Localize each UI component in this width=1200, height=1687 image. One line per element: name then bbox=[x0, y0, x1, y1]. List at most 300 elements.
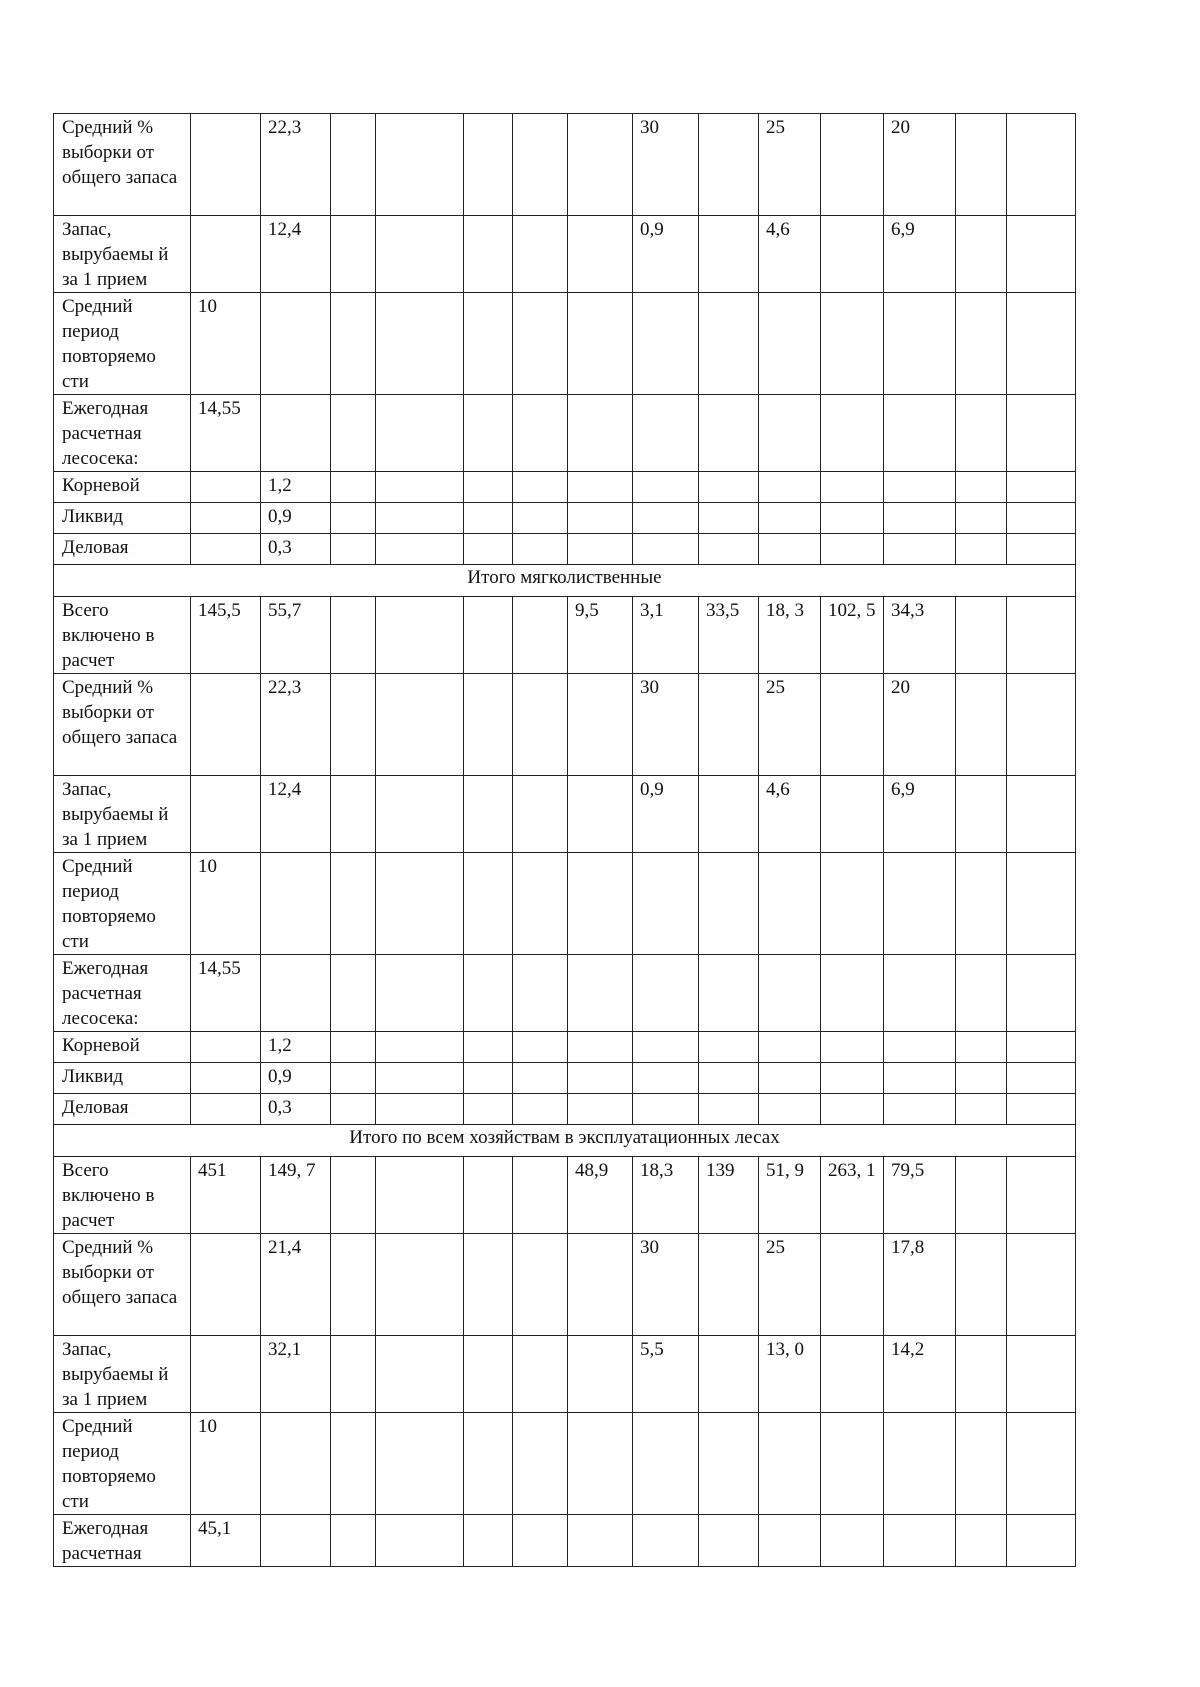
table-cell bbox=[821, 1336, 884, 1413]
table-cell: 149, 7 bbox=[261, 1157, 331, 1234]
table-cell: 20 bbox=[884, 114, 956, 216]
table-cell bbox=[821, 776, 884, 853]
table-cell bbox=[956, 1515, 1007, 1567]
table-cell: 79,5 bbox=[884, 1157, 956, 1234]
table-cell bbox=[759, 534, 821, 565]
row-label: Запас, вырубаемы й за 1 прием bbox=[54, 776, 191, 853]
table-cell bbox=[821, 1032, 884, 1063]
table-cell bbox=[568, 503, 633, 534]
table-cell bbox=[821, 503, 884, 534]
table-cell: 4,6 bbox=[759, 776, 821, 853]
table-cell bbox=[633, 534, 699, 565]
table-cell bbox=[376, 674, 464, 776]
table-cell: 34,3 bbox=[884, 597, 956, 674]
table-cell bbox=[261, 853, 331, 955]
table-cell bbox=[1007, 955, 1076, 1032]
table-cell bbox=[633, 472, 699, 503]
table-cell bbox=[376, 1094, 464, 1125]
table-cell bbox=[261, 1413, 331, 1515]
table-cell bbox=[191, 472, 261, 503]
table-cell bbox=[568, 776, 633, 853]
table-cell bbox=[956, 293, 1007, 395]
table-cell bbox=[633, 1032, 699, 1063]
table-cell bbox=[331, 1094, 376, 1125]
table-cell bbox=[376, 1413, 464, 1515]
table-cell bbox=[956, 395, 1007, 472]
table-cell bbox=[956, 534, 1007, 565]
table-cell bbox=[464, 597, 513, 674]
table-cell bbox=[884, 534, 956, 565]
table-cell bbox=[884, 503, 956, 534]
table-cell bbox=[376, 503, 464, 534]
table-cell bbox=[464, 472, 513, 503]
table-cell bbox=[376, 1157, 464, 1234]
row-label: Средний период повторяемо сти bbox=[54, 853, 191, 955]
table-cell bbox=[633, 1063, 699, 1094]
table-cell bbox=[513, 776, 568, 853]
table-cell bbox=[1007, 1336, 1076, 1413]
row-label: Запас, вырубаемы й за 1 прием bbox=[54, 216, 191, 293]
table-cell: 22,3 bbox=[261, 674, 331, 776]
table-cell bbox=[513, 1094, 568, 1125]
table-cell: 30 bbox=[633, 114, 699, 216]
table-cell bbox=[1007, 1032, 1076, 1063]
table-row bbox=[54, 1336, 1076, 1413]
table-cell bbox=[699, 955, 759, 1032]
table-cell bbox=[513, 1515, 568, 1567]
table-cell bbox=[699, 674, 759, 776]
table-cell bbox=[759, 503, 821, 534]
section-title: Итого мягколиственные bbox=[54, 565, 1076, 597]
table-cell bbox=[191, 534, 261, 565]
table-row bbox=[54, 1063, 1076, 1094]
table-cell bbox=[821, 955, 884, 1032]
table-cell bbox=[464, 114, 513, 216]
table-cell bbox=[1007, 1234, 1076, 1336]
row-label: Запас, вырубаемы й за 1 прием bbox=[54, 1336, 191, 1413]
table-cell bbox=[1007, 1063, 1076, 1094]
table-cell bbox=[568, 1094, 633, 1125]
table-cell: 48,9 bbox=[568, 1157, 633, 1234]
table-cell bbox=[376, 1336, 464, 1413]
table-cell: 4,6 bbox=[759, 216, 821, 293]
table-cell bbox=[331, 1234, 376, 1336]
table-cell bbox=[568, 216, 633, 293]
table-cell bbox=[759, 472, 821, 503]
table-cell bbox=[568, 1234, 633, 1336]
table-cell bbox=[513, 114, 568, 216]
table-cell bbox=[956, 1413, 1007, 1515]
table-cell: 0,9 bbox=[633, 776, 699, 853]
table-row bbox=[54, 1515, 1076, 1567]
table-cell bbox=[464, 1094, 513, 1125]
table-cell bbox=[464, 1515, 513, 1567]
table-cell bbox=[513, 1032, 568, 1063]
table-cell bbox=[1007, 395, 1076, 472]
table-cell: 0,9 bbox=[261, 503, 331, 534]
table-cell bbox=[464, 955, 513, 1032]
table-cell: 451 bbox=[191, 1157, 261, 1234]
table-cell bbox=[568, 674, 633, 776]
row-label: Корневой bbox=[54, 472, 191, 503]
table-cell bbox=[884, 1515, 956, 1567]
table-cell: 14,2 bbox=[884, 1336, 956, 1413]
table-cell bbox=[759, 293, 821, 395]
table-row bbox=[54, 293, 1076, 395]
table-cell bbox=[956, 776, 1007, 853]
table-cell: 102, 5 bbox=[821, 597, 884, 674]
table-cell bbox=[821, 472, 884, 503]
table-cell bbox=[633, 1515, 699, 1567]
table-cell bbox=[759, 1063, 821, 1094]
table-cell bbox=[633, 1413, 699, 1515]
table-cell bbox=[956, 674, 1007, 776]
table-cell bbox=[1007, 114, 1076, 216]
table-cell bbox=[513, 534, 568, 565]
table-cell bbox=[331, 1515, 376, 1567]
table-cell bbox=[633, 955, 699, 1032]
table-cell bbox=[1007, 503, 1076, 534]
section-title: Итого по всем хозяйствам в эксплуатационных лесах bbox=[54, 1125, 1076, 1157]
table-cell bbox=[884, 1032, 956, 1063]
table-cell: 30 bbox=[633, 674, 699, 776]
table-cell: 145,5 bbox=[191, 597, 261, 674]
table-row bbox=[54, 853, 1076, 955]
table-cell bbox=[568, 534, 633, 565]
table-cell bbox=[699, 776, 759, 853]
table-cell: 18,3 bbox=[633, 1157, 699, 1234]
table-cell bbox=[331, 1336, 376, 1413]
table-cell: 1,2 bbox=[261, 1032, 331, 1063]
table-cell bbox=[884, 853, 956, 955]
table-cell: 22,3 bbox=[261, 114, 331, 216]
table-cell bbox=[568, 114, 633, 216]
table-cell bbox=[464, 1157, 513, 1234]
table-cell bbox=[1007, 597, 1076, 674]
table-cell bbox=[513, 293, 568, 395]
table-cell bbox=[884, 1413, 956, 1515]
table-cell bbox=[884, 955, 956, 1032]
table-row bbox=[54, 955, 1076, 1032]
table-cell bbox=[191, 1063, 261, 1094]
row-label: Корневой bbox=[54, 1032, 191, 1063]
table-cell bbox=[699, 534, 759, 565]
row-label: Всего включено в расчет bbox=[54, 1157, 191, 1234]
table-row bbox=[54, 534, 1076, 565]
table-cell bbox=[331, 395, 376, 472]
table-cell bbox=[633, 1094, 699, 1125]
table-cell bbox=[464, 293, 513, 395]
table-cell bbox=[191, 1032, 261, 1063]
table-cell bbox=[821, 216, 884, 293]
table-cell bbox=[376, 114, 464, 216]
table-cell bbox=[331, 1063, 376, 1094]
table-cell: 13, 0 bbox=[759, 1336, 821, 1413]
table-cell bbox=[1007, 216, 1076, 293]
table-cell bbox=[261, 1515, 331, 1567]
table-cell bbox=[376, 395, 464, 472]
table-cell: 3,1 bbox=[633, 597, 699, 674]
table-cell bbox=[331, 853, 376, 955]
table-cell bbox=[956, 216, 1007, 293]
table-row bbox=[54, 114, 1076, 216]
table-cell bbox=[956, 597, 1007, 674]
table-cell bbox=[513, 503, 568, 534]
table-cell: 5,5 bbox=[633, 1336, 699, 1413]
table-cell bbox=[821, 1063, 884, 1094]
table-cell bbox=[699, 395, 759, 472]
table-row bbox=[54, 472, 1076, 503]
table-cell bbox=[464, 776, 513, 853]
table-cell bbox=[884, 395, 956, 472]
table-cell bbox=[513, 395, 568, 472]
table-cell bbox=[884, 1094, 956, 1125]
table-row bbox=[54, 674, 1076, 776]
table-cell: 55,7 bbox=[261, 597, 331, 674]
table-cell bbox=[331, 955, 376, 1032]
table-row bbox=[54, 1157, 1076, 1234]
table-cell bbox=[513, 955, 568, 1032]
table-cell bbox=[956, 1063, 1007, 1094]
section-header-row bbox=[54, 1125, 1076, 1157]
table-cell bbox=[191, 216, 261, 293]
row-label: Ликвид bbox=[54, 503, 191, 534]
table-cell bbox=[759, 853, 821, 955]
table-cell bbox=[699, 293, 759, 395]
table-cell bbox=[568, 293, 633, 395]
table-cell bbox=[1007, 1157, 1076, 1234]
table-cell bbox=[884, 1063, 956, 1094]
table-cell bbox=[376, 1063, 464, 1094]
table-cell bbox=[699, 1336, 759, 1413]
table-cell bbox=[568, 1515, 633, 1567]
table-cell bbox=[376, 853, 464, 955]
table-cell bbox=[331, 1032, 376, 1063]
table-row bbox=[54, 503, 1076, 534]
table-cell bbox=[376, 216, 464, 293]
table-cell bbox=[464, 853, 513, 955]
table-cell bbox=[513, 1234, 568, 1336]
table-cell bbox=[1007, 674, 1076, 776]
table-cell bbox=[376, 955, 464, 1032]
table-cell bbox=[513, 472, 568, 503]
table-cell bbox=[1007, 472, 1076, 503]
table-cell bbox=[191, 1094, 261, 1125]
table-cell bbox=[464, 674, 513, 776]
table-cell bbox=[464, 1336, 513, 1413]
table-row bbox=[54, 216, 1076, 293]
table-cell: 25 bbox=[759, 1234, 821, 1336]
table-cell bbox=[633, 293, 699, 395]
table-cell bbox=[568, 1032, 633, 1063]
table-cell bbox=[1007, 293, 1076, 395]
table-cell bbox=[331, 1413, 376, 1515]
table-cell bbox=[464, 503, 513, 534]
row-label: Ликвид bbox=[54, 1063, 191, 1094]
table-cell bbox=[1007, 1094, 1076, 1125]
table-cell bbox=[821, 1413, 884, 1515]
table-cell bbox=[376, 1234, 464, 1336]
row-label: Деловая bbox=[54, 534, 191, 565]
table-cell bbox=[633, 395, 699, 472]
allowable-cut-table bbox=[53, 113, 1076, 1567]
table-cell: 0,9 bbox=[261, 1063, 331, 1094]
table-cell bbox=[376, 1032, 464, 1063]
table-cell bbox=[513, 853, 568, 955]
table-cell bbox=[568, 955, 633, 1032]
table-cell bbox=[191, 114, 261, 216]
table-cell: 32,1 bbox=[261, 1336, 331, 1413]
table-cell bbox=[699, 1515, 759, 1567]
table-cell: 12,4 bbox=[261, 216, 331, 293]
table-cell bbox=[956, 853, 1007, 955]
table-cell bbox=[331, 216, 376, 293]
table-cell bbox=[331, 534, 376, 565]
table-cell: 12,4 bbox=[261, 776, 331, 853]
table-cell bbox=[1007, 534, 1076, 565]
table-cell bbox=[633, 503, 699, 534]
table-cell bbox=[464, 216, 513, 293]
table-cell bbox=[513, 1336, 568, 1413]
table-cell: 263, 1 bbox=[821, 1157, 884, 1234]
table-cell bbox=[956, 1234, 1007, 1336]
table-cell bbox=[956, 114, 1007, 216]
table-cell bbox=[376, 472, 464, 503]
table-cell bbox=[376, 293, 464, 395]
table-cell bbox=[699, 1234, 759, 1336]
table-cell bbox=[513, 674, 568, 776]
table-cell bbox=[884, 472, 956, 503]
row-label: Ежегодная расчетная лесосека: bbox=[54, 955, 191, 1032]
table-cell: 1,2 bbox=[261, 472, 331, 503]
table-cell bbox=[191, 1336, 261, 1413]
table-cell bbox=[956, 1157, 1007, 1234]
table-cell bbox=[191, 674, 261, 776]
table-cell bbox=[261, 293, 331, 395]
table-cell: 25 bbox=[759, 674, 821, 776]
table-cell bbox=[956, 1336, 1007, 1413]
table-cell bbox=[191, 503, 261, 534]
table-cell bbox=[759, 1032, 821, 1063]
table-row bbox=[54, 1094, 1076, 1125]
row-label: Средний период повторяемо сти bbox=[54, 293, 191, 395]
table-cell bbox=[331, 1157, 376, 1234]
table-cell bbox=[699, 1032, 759, 1063]
table-cell bbox=[331, 674, 376, 776]
table-cell: 10 bbox=[191, 853, 261, 955]
row-label: Деловая bbox=[54, 1094, 191, 1125]
table-cell: 14,55 bbox=[191, 955, 261, 1032]
table-cell: 139 bbox=[699, 1157, 759, 1234]
table-cell: 6,9 bbox=[884, 216, 956, 293]
table-cell: 9,5 bbox=[568, 597, 633, 674]
table-cell: 0,3 bbox=[261, 1094, 331, 1125]
table-cell bbox=[464, 1413, 513, 1515]
table-cell bbox=[568, 1063, 633, 1094]
table-cell bbox=[464, 395, 513, 472]
table-cell: 0,3 bbox=[261, 534, 331, 565]
table-cell bbox=[821, 293, 884, 395]
table-cell: 10 bbox=[191, 293, 261, 395]
row-label: Всего включено в расчет bbox=[54, 597, 191, 674]
table-cell bbox=[568, 1336, 633, 1413]
table-cell bbox=[376, 534, 464, 565]
table-cell bbox=[513, 1413, 568, 1515]
row-label: Средний период повторяемо сти bbox=[54, 1413, 191, 1515]
table-cell bbox=[821, 674, 884, 776]
table-cell: 20 bbox=[884, 674, 956, 776]
table-cell bbox=[699, 853, 759, 955]
table-cell bbox=[331, 293, 376, 395]
row-label: Ежегодная расчетная лесосека: bbox=[54, 395, 191, 472]
table-cell bbox=[1007, 776, 1076, 853]
table-cell bbox=[821, 853, 884, 955]
table-cell bbox=[699, 1094, 759, 1125]
table-cell: 21,4 bbox=[261, 1234, 331, 1336]
table-cell bbox=[331, 114, 376, 216]
table-row bbox=[54, 776, 1076, 853]
table-cell bbox=[331, 597, 376, 674]
table-cell bbox=[956, 1032, 1007, 1063]
table-cell bbox=[821, 1234, 884, 1336]
table-cell bbox=[821, 534, 884, 565]
table-cell bbox=[699, 472, 759, 503]
table-cell bbox=[513, 1157, 568, 1234]
table-cell: 14,55 bbox=[191, 395, 261, 472]
table-cell bbox=[568, 853, 633, 955]
table-cell bbox=[513, 1063, 568, 1094]
table-cell bbox=[464, 1063, 513, 1094]
table-cell bbox=[699, 1413, 759, 1515]
table-cell: 30 bbox=[633, 1234, 699, 1336]
table-cell bbox=[759, 1515, 821, 1567]
row-label: Средний % выборки от общего запаса bbox=[54, 114, 191, 216]
table-cell bbox=[1007, 853, 1076, 955]
table-cell bbox=[331, 472, 376, 503]
table-cell bbox=[376, 1515, 464, 1567]
table-cell bbox=[759, 395, 821, 472]
table-cell bbox=[464, 1032, 513, 1063]
table-cell: 17,8 bbox=[884, 1234, 956, 1336]
table-cell bbox=[568, 472, 633, 503]
table-cell: 45,1 bbox=[191, 1515, 261, 1567]
table-cell bbox=[513, 216, 568, 293]
table-cell bbox=[759, 955, 821, 1032]
table-cell bbox=[821, 114, 884, 216]
section-header-row bbox=[54, 565, 1076, 597]
row-label: Средний % выборки от общего запаса bbox=[54, 1234, 191, 1336]
table-cell bbox=[759, 1413, 821, 1515]
table-cell bbox=[699, 114, 759, 216]
table-cell bbox=[191, 1234, 261, 1336]
table-cell bbox=[568, 395, 633, 472]
table-cell: 51, 9 bbox=[759, 1157, 821, 1234]
table-cell bbox=[261, 395, 331, 472]
table-cell bbox=[261, 955, 331, 1032]
table-cell bbox=[191, 776, 261, 853]
table-row bbox=[54, 1234, 1076, 1336]
table-cell bbox=[464, 534, 513, 565]
table-cell bbox=[376, 776, 464, 853]
table-cell: 10 bbox=[191, 1413, 261, 1515]
table-cell bbox=[821, 1515, 884, 1567]
table-cell bbox=[956, 472, 1007, 503]
table-cell bbox=[956, 1094, 1007, 1125]
table-cell bbox=[699, 503, 759, 534]
table-row bbox=[54, 395, 1076, 472]
row-label: Ежегодная расчетная bbox=[54, 1515, 191, 1567]
table-cell bbox=[464, 1234, 513, 1336]
